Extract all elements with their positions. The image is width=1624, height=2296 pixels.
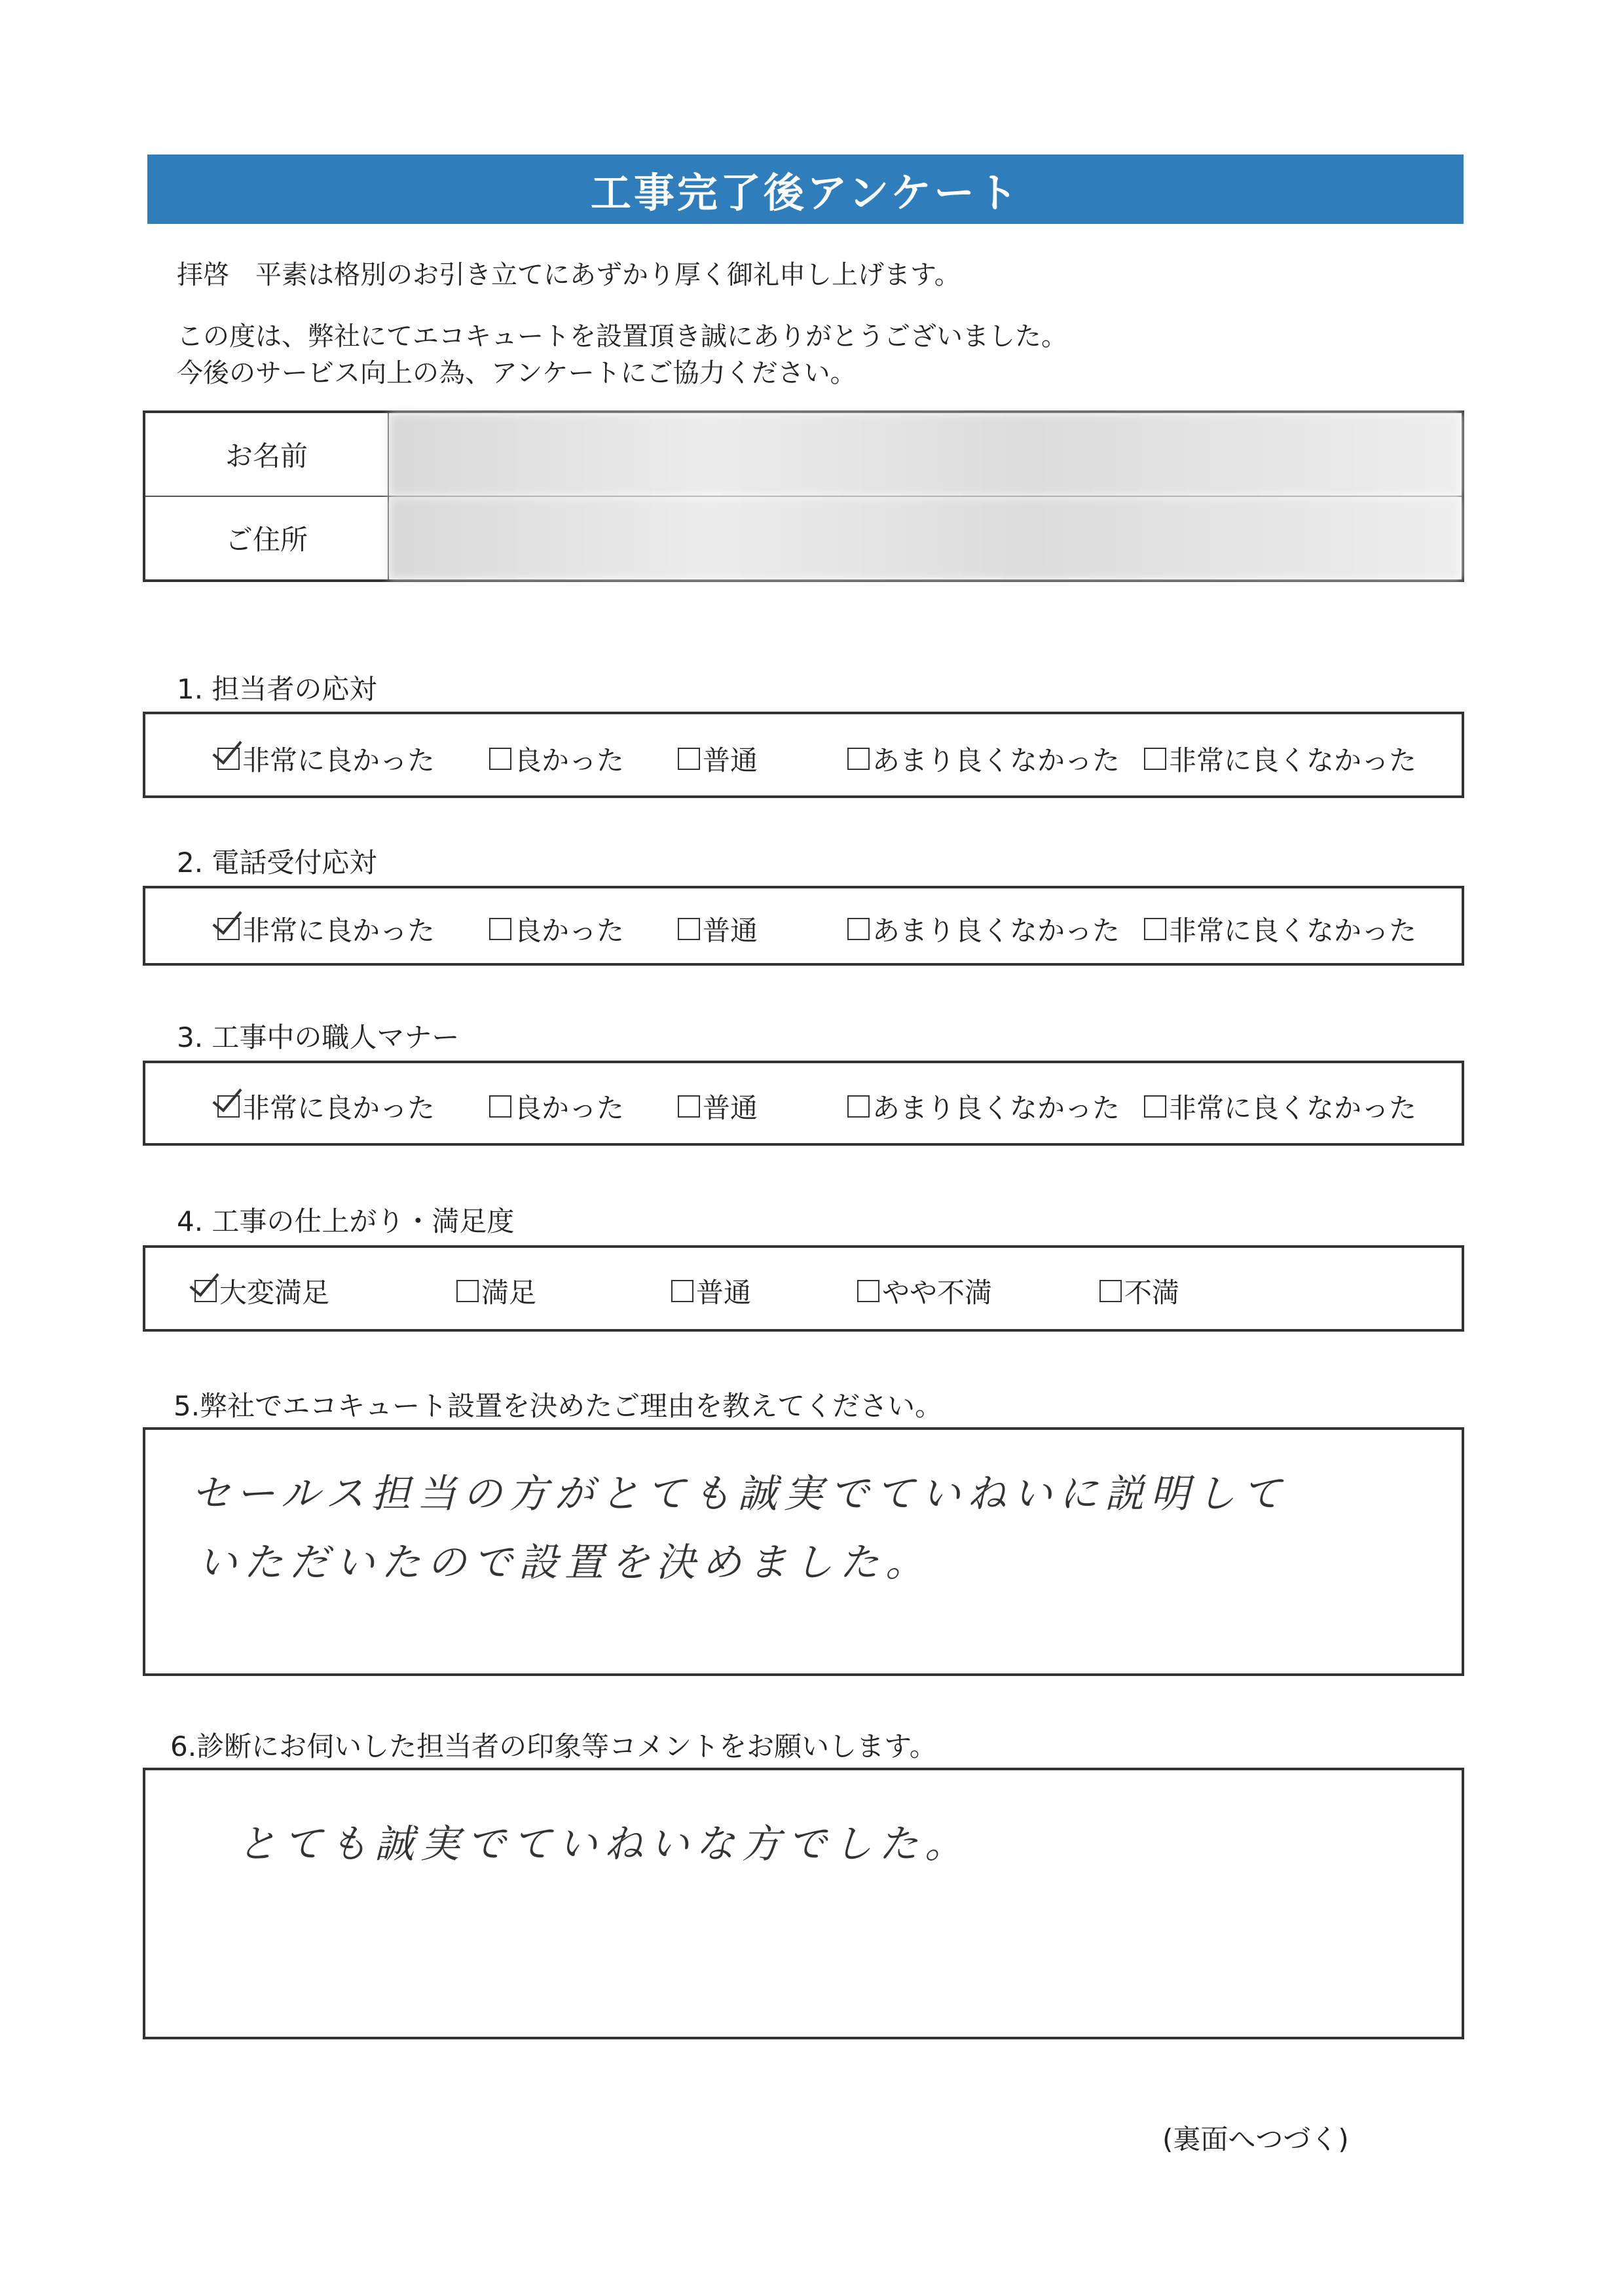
q5-answer-line-2: いただいたので設置を決めました。	[198, 1540, 931, 1586]
checkbox-icon	[489, 748, 511, 770]
q2-option-good[interactable]: 良かった	[489, 909, 624, 949]
checkbox-checked-icon	[194, 1280, 217, 1302]
q1-option-very-bad[interactable]: 非常に良くなかった	[1144, 739, 1416, 778]
address-value-redacted	[389, 497, 1462, 579]
checkbox-icon	[489, 1095, 511, 1118]
q2-option-normal[interactable]: 普通	[678, 909, 758, 949]
checkbox-icon	[671, 1280, 693, 1302]
checkbox-icon	[847, 918, 870, 940]
checkbox-checked-icon	[217, 748, 240, 770]
question-1-options	[143, 712, 1464, 798]
question-2-options	[143, 886, 1464, 966]
checkbox-icon	[1099, 1280, 1122, 1302]
request-line: 今後のサービス向上の為、アンケートにご協力ください。	[177, 358, 857, 388]
question-5-title: 5.弊社でエコキュート設置を決めたご理由を教えてください。	[174, 1390, 943, 1422]
thanks-line: この度は、弊社にてエコキュートを設置頂き誠にありがとうございました。	[177, 321, 1067, 352]
question-4-title: 4. 工事の仕上がり・満足度	[177, 1205, 515, 1237]
question-4-options	[143, 1245, 1464, 1332]
address-row	[145, 497, 1462, 579]
question-6-answer-box[interactable]	[143, 1768, 1464, 2039]
checkbox-icon	[678, 748, 700, 770]
q2-option-very-good[interactable]: 非常に良かった	[217, 909, 435, 949]
checkbox-checked-icon	[217, 918, 240, 940]
continue-on-back-note: (裏面へつづく)	[1162, 2123, 1349, 2155]
q3-option-very-good[interactable]: 非常に良かった	[217, 1087, 435, 1126]
question-1-title: 1. 担当者の応対	[177, 673, 377, 705]
checkbox-icon	[456, 1280, 479, 1302]
checkbox-icon	[847, 1095, 870, 1118]
q4-option-normal[interactable]: 普通	[671, 1271, 751, 1311]
q1-option-very-good[interactable]: 非常に良かった	[217, 739, 435, 778]
q4-option-dissatisfied[interactable]: 不満	[1099, 1271, 1179, 1311]
checkbox-icon	[678, 1095, 700, 1118]
q1-option-not-good[interactable]: あまり良くなかった	[847, 739, 1120, 778]
q5-answer-line-1: セールス担当の方がとても誠実でていねいに説明して	[191, 1471, 1288, 1517]
q3-option-very-bad[interactable]: 非常に良くなかった	[1144, 1087, 1416, 1126]
name-value-redacted	[389, 413, 1462, 496]
q3-option-good[interactable]: 良かった	[489, 1087, 624, 1126]
checkbox-checked-icon	[217, 1095, 240, 1118]
question-2-title: 2. 電話受付応対	[177, 847, 377, 879]
checkbox-icon	[857, 1280, 879, 1302]
q1-option-normal[interactable]: 普通	[678, 739, 758, 778]
checkbox-icon	[1144, 1095, 1166, 1118]
greeting-line: 拝啓 平素は格別のお引き立てにあずかり厚く御礼申し上げます。	[177, 260, 961, 290]
q2-option-very-bad[interactable]: 非常に良くなかった	[1144, 909, 1416, 949]
question-3-title: 3. 工事中の職人マナー	[177, 1021, 460, 1053]
checkbox-icon	[489, 918, 511, 940]
survey-title: 工事完了後アンケート	[147, 155, 1464, 224]
checkbox-icon	[678, 918, 700, 940]
q4-option-very-satisfied[interactable]: 大変満足	[194, 1271, 329, 1311]
address-label: ご住所	[145, 497, 389, 579]
name-label: お名前	[145, 413, 389, 496]
q3-option-normal[interactable]: 普通	[678, 1087, 758, 1126]
q4-option-satisfied[interactable]: 満足	[456, 1271, 536, 1311]
name-row	[145, 413, 1462, 497]
q3-option-not-good[interactable]: あまり良くなかった	[847, 1087, 1120, 1126]
q6-answer: とても誠実でていねいな方でした。	[237, 1821, 970, 1867]
q2-option-not-good[interactable]: あまり良くなかった	[847, 909, 1120, 949]
question-5-answer-box[interactable]	[143, 1427, 1464, 1676]
checkbox-icon	[847, 748, 870, 770]
customer-info-table	[143, 410, 1464, 582]
question-3-options	[143, 1061, 1464, 1146]
q1-option-good[interactable]: 良かった	[489, 739, 624, 778]
q4-option-somewhat-dissatisfied[interactable]: やや不満	[857, 1271, 992, 1311]
checkbox-icon	[1144, 918, 1166, 940]
checkbox-icon	[1144, 748, 1166, 770]
question-6-title: 6.診断にお伺いした担当者の印象等コメントをお願いします。	[170, 1730, 937, 1762]
